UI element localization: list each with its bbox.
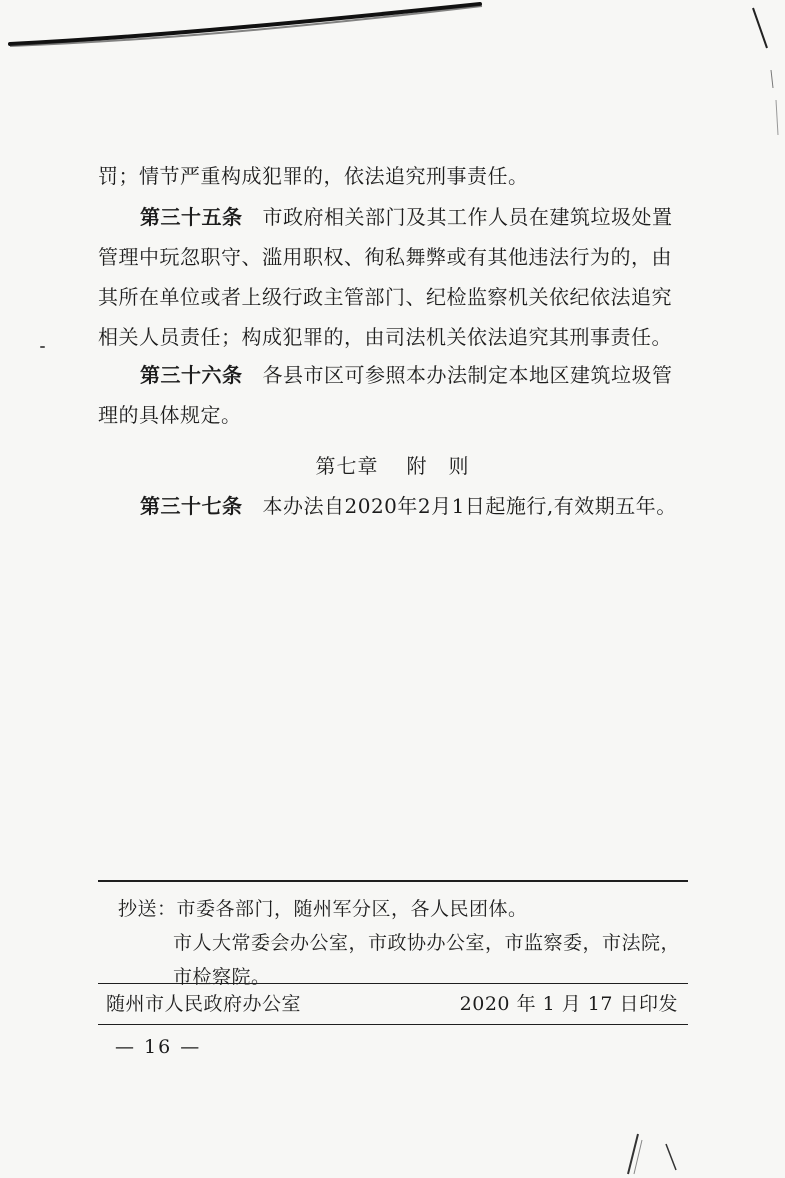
article-37-first-line	[98, 486, 698, 526]
scan-artifact-corner	[610, 1130, 690, 1178]
scan-artifact-edge	[745, 0, 785, 140]
article-35-line-3: 其所在单位或者上级行政主管部门、纪检监察机关依纪依法追究	[98, 285, 672, 309]
article-37-label: 第三十七条	[140, 494, 243, 518]
article-36-text: 各县市区可参照本办法制定本地区建筑垃圾管	[262, 363, 673, 387]
chapter-title: 附 则	[406, 454, 470, 478]
body-line: 罚；情节严重构成犯罪的，依法追究刑事责任。	[98, 164, 529, 188]
cc-line-1: 抄送：市委各部门，随州军分区，各人民团体。	[118, 898, 528, 920]
distribution-list	[98, 880, 688, 1000]
cc-line-2: 市人大常委会办公室，市政协办公室，市监察委，市法院，	[173, 932, 681, 954]
article-35-line-2: 管理中玩忽职守、滥用职权、徇私舞弊或有其他违法行为的，由	[98, 245, 672, 269]
cc-line-3: 市检察院。	[173, 966, 271, 988]
article-36-first-line	[98, 355, 698, 395]
article-36-line-2: 理的具体规定。	[98, 403, 242, 427]
issuance-row	[98, 983, 688, 1025]
scan-speck	[40, 346, 45, 348]
chapter-heading	[0, 446, 785, 486]
article-35-text: 市政府相关部门及其工作人员在建筑垃圾处置	[262, 205, 673, 229]
article-36-label: 第三十六条	[140, 363, 243, 387]
article-35	[98, 197, 698, 357]
article-35-label: 第三十五条	[140, 205, 243, 229]
article-36	[98, 355, 698, 435]
chapter-number: 第七章	[315, 454, 379, 478]
article-37-text: 本办法自2020年2月1日起施行,有效期五年。	[262, 494, 677, 518]
article-35-first-line	[98, 197, 698, 237]
article-37	[98, 486, 698, 526]
page-number: — 16 —	[115, 1036, 202, 1058]
article-35-line-4: 相关人员责任；构成犯罪的，由司法机关依法追究其刑事责任。	[98, 325, 672, 349]
paragraph-continuation	[98, 156, 698, 196]
scan-artifact-stroke	[8, 0, 483, 50]
issuing-office: 随州市人民政府办公室	[106, 993, 302, 1015]
issue-date: 2020 年 1 月 17 日印发	[459, 993, 678, 1015]
